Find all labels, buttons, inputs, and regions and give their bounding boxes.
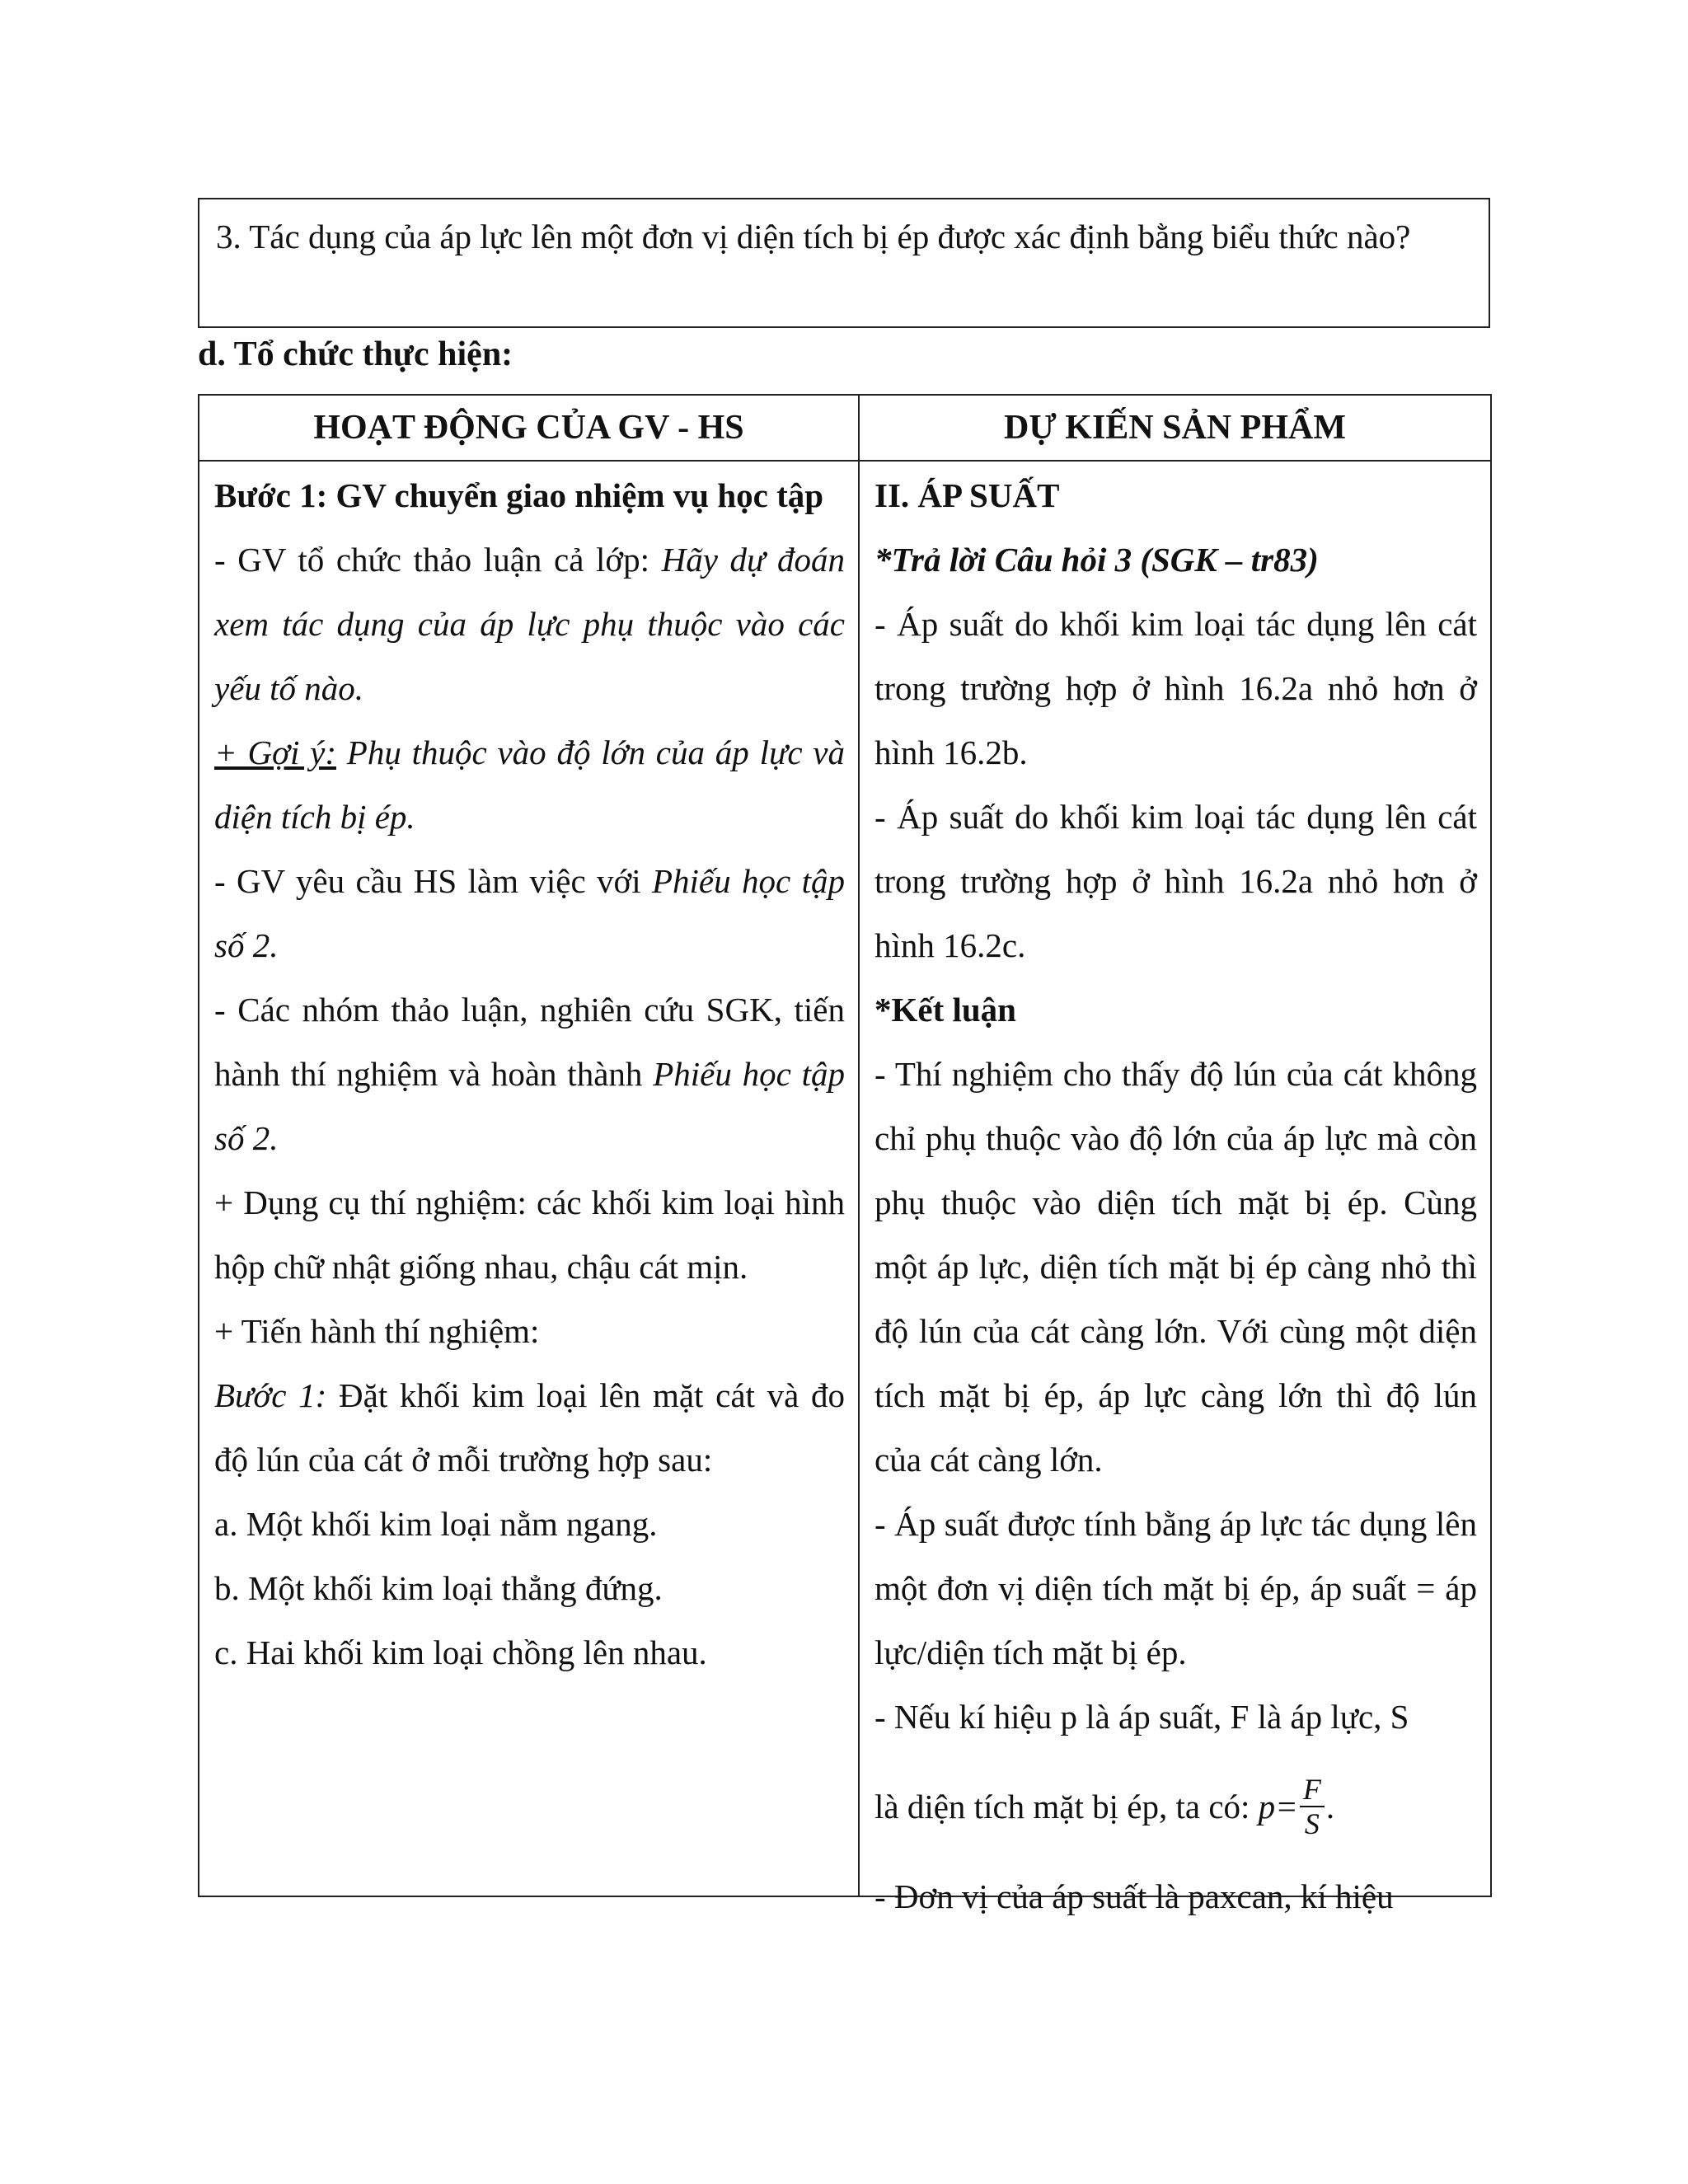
right-paragraph: - Áp suất do khối kim loại tác dụng lên cát trong trường hợp ở hình 16.2a nhỏ hơn ở hình 16.2b.	[874, 605, 1477, 771]
right-cell	[859, 461, 1491, 1915]
left-paragraph: - Các nhóm thảo luận, nghiên cứu SGK, tiến hành thí nghiệm và hoàn thành Phiếu học tập số 2.	[214, 991, 845, 1157]
list-item: a. Một khối kim loại nằm ngang.	[214, 1505, 658, 1543]
right-paragraph: - Áp suất do khối kim loại tác dụng lên cát trong trường hợp ở hình 16.2a nhỏ hơn ở hình 16.2c.	[874, 798, 1477, 964]
header-activity: HOẠT ĐỘNG CỦA GV - HS	[199, 395, 859, 461]
question-text: 3. Tác dụng của áp lực lên một đơn vị diện tích bị ép được xác định bằng biểu thức nào?	[216, 218, 1411, 255]
right-paragraph: - Đơn vị của áp suất là paxcan, kí hiệu	[874, 1877, 1394, 1915]
answer-title: *Trả lời Câu hỏi 3 (SGK – tr83)	[874, 541, 1319, 579]
list-item: b. Một khối kim loại thẳng đứng.	[214, 1569, 663, 1607]
question-box	[198, 198, 1490, 328]
formula-line: là diện tích mặt bị ép, ta có: p= $\frac{F}{S}$ .	[874, 1773, 1335, 1840]
right-paragraph: - Nếu kí hiệu p là áp suất, F là áp lực, S	[874, 1698, 1409, 1736]
left-paragraph: + Tiến hành thí nghiệm:	[214, 1312, 540, 1350]
formula-lhs: p=	[1258, 1788, 1298, 1825]
header-product: DỰ KIẾN SẢN PHẨM	[859, 395, 1491, 461]
activity-table	[198, 394, 1492, 1915]
table-row	[199, 461, 1491, 1896]
hint-paragraph: + Gợi ý: Phụ thuộc vào độ lớn của áp lực và diện tích bị ép.	[214, 733, 846, 836]
left-paragraph: Bước 1: Đặt khối kim loại lên mặt cát và đo độ lún của cát ở mỗi trường hợp sau:	[214, 1376, 846, 1479]
left-paragraph: - GV yêu cầu HS làm việc với Phiếu học tập số 2.	[214, 862, 845, 964]
list-item: c. Hai khối kim loại chồng lên nhau.	[214, 1633, 707, 1671]
right-paragraph: - Thí nghiệm cho thấy độ lún của cát không chỉ phụ thuộc vào độ lớn của áp lực mà còn phụ thuộc vào diện tích mặt bị ép. Cùng một áp lực, diện tích mặt bị ép càng nhỏ thì độ lún của cát càng lớn. Với cùng một diện tích mặt bị ép, áp lực càng lớn thì độ lún của cát càng lớn.	[874, 1055, 1477, 1479]
table-header-row	[199, 395, 1491, 461]
left-paragraph: - GV tổ chức thảo luận cả lớp: Hãy dự đoán xem tác dụng của áp lực phụ thuộc vào các yếu tố nào.	[214, 541, 845, 707]
step1-title: Bước 1: GV chuyển giao nhiệm vụ học tập	[214, 476, 824, 514]
formula-fraction: $\frac{F}{S}$	[1300, 1773, 1325, 1840]
section-heading: d. Tổ chức thực hiện:	[198, 335, 513, 373]
left-cell	[199, 461, 859, 1896]
left-paragraph: + Dụng cụ thí nghiệm: các khối kim loại hình hộp chữ nhật giống nhau, chậu cát mịn.	[214, 1183, 845, 1286]
conclusion-title: *Kết luận	[874, 991, 1016, 1029]
section-title: II. ÁP SUẤT	[874, 476, 1060, 514]
right-paragraph: - Áp suất được tính bằng áp lực tác dụng lên một đơn vị diện tích mặt bị ép, áp suất = áp lực/diện tích mặt bị ép.	[874, 1505, 1477, 1671]
